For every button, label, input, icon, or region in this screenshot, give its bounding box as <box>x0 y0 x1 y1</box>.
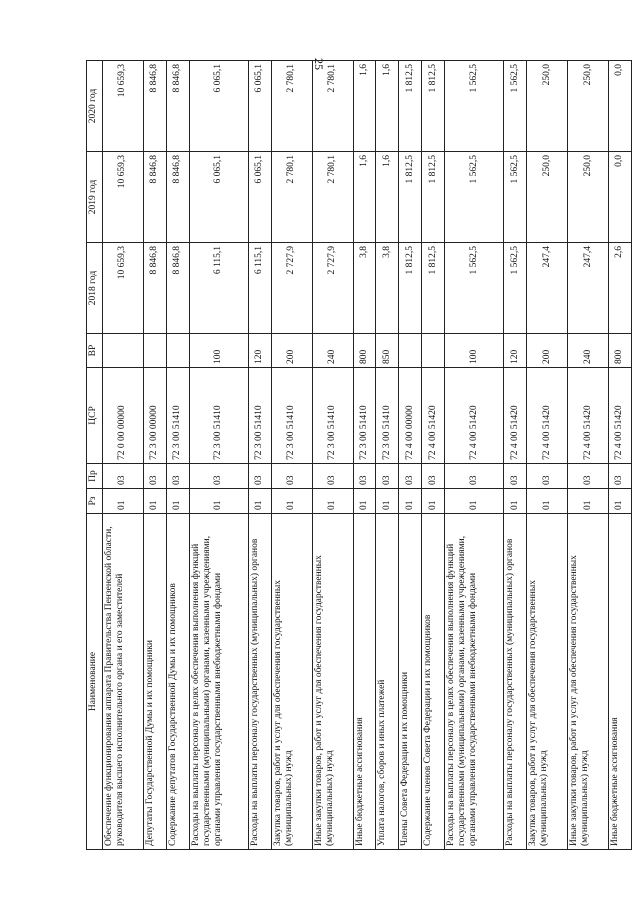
header-csr: ЦСР <box>87 368 103 464</box>
cell-y2019: 1,6 <box>353 152 376 243</box>
cell-y2018: 2,6 <box>608 243 631 334</box>
cell-pr: 03 <box>445 464 504 489</box>
table-row <box>422 61 445 850</box>
cell-vr <box>166 334 189 368</box>
cell-csr: 72 3 00 51410 <box>376 368 399 464</box>
cell-y2018: 3,8 <box>376 243 399 334</box>
cell-y2018: 8 846,8 <box>143 243 166 334</box>
cell-pr: 03 <box>166 464 189 489</box>
cell-y2019: 0,0 <box>608 152 631 243</box>
cell-y2019: 8 846,8 <box>166 152 189 243</box>
budget-table <box>86 60 632 850</box>
table-row <box>143 61 166 850</box>
cell-csr: 72 3 00 51410 <box>189 368 248 464</box>
cell-csr: 72 3 00 51410 <box>248 368 271 464</box>
cell-y2018: 3,8 <box>353 243 376 334</box>
cell-csr: 72 0 00 00000 <box>103 368 144 464</box>
header-rz: Рз <box>87 489 103 514</box>
cell-name: Иные бюджетные ассигнования <box>608 514 631 850</box>
cell-y2019: 8 846,8 <box>143 152 166 243</box>
cell-pr: 03 <box>248 464 271 489</box>
cell-vr: 200 <box>271 334 312 368</box>
cell-pr: 03 <box>103 464 144 489</box>
cell-pr: 03 <box>568 464 609 489</box>
table-row <box>189 61 248 850</box>
cell-name: Закупка товаров, работ и услуг для обеспечения государственных (муниципальных) нужд <box>271 514 312 850</box>
cell-y2020: 0,0 <box>608 61 631 152</box>
cell-rz: 01 <box>527 489 568 514</box>
cell-y2019: 6 065,1 <box>189 152 248 243</box>
cell-y2018: 1 562,5 <box>445 243 504 334</box>
cell-rz: 01 <box>608 489 631 514</box>
cell-name: Иные бюджетные ассигнования <box>353 514 376 850</box>
cell-vr: 800 <box>608 334 631 368</box>
cell-name: Расходы на выплаты персоналу в целях обеспечения выполнения функций государственными (муниципальными) органами, казенными учреждениями, органами управления государственными внебюджетными фондами <box>445 514 504 850</box>
cell-name: Члены Совета Федерации и их помощники <box>399 514 422 850</box>
cell-y2018: 1 812,5 <box>399 243 422 334</box>
table-row <box>312 61 353 850</box>
cell-name: Иные закупки товаров, работ и услуг для обеспечения государственных (муниципальных) нужд <box>312 514 353 850</box>
table-row <box>608 61 631 850</box>
cell-rz: 01 <box>271 489 312 514</box>
cell-y2018: 247,4 <box>568 243 609 334</box>
cell-y2020: 1 812,5 <box>422 61 445 152</box>
cell-pr: 03 <box>353 464 376 489</box>
cell-rz: 01 <box>353 489 376 514</box>
cell-csr: 72 3 00 51410 <box>166 368 189 464</box>
cell-y2020: 1 562,5 <box>445 61 504 152</box>
cell-pr: 03 <box>143 464 166 489</box>
cell-name: Уплата налогов, сборов и иных платежей <box>376 514 399 850</box>
cell-y2020: 2 780,1 <box>312 61 353 152</box>
cell-csr: 72 4 00 00000 <box>399 368 422 464</box>
header-vr: ВР <box>87 334 103 368</box>
cell-rz: 01 <box>312 489 353 514</box>
cell-name: Расходы на выплаты персоналу государственных (муниципальных) органов <box>248 514 271 850</box>
cell-y2019: 1 562,5 <box>504 152 527 243</box>
cell-vr <box>399 334 422 368</box>
cell-y2018: 1 562,5 <box>504 243 527 334</box>
cell-y2018: 6 115,1 <box>189 243 248 334</box>
cell-rz: 01 <box>189 489 248 514</box>
cell-name: Содержание депутатов Государственной Думы и их помощников <box>166 514 189 850</box>
cell-vr: 120 <box>504 334 527 368</box>
cell-y2020: 1,6 <box>376 61 399 152</box>
cell-vr: 100 <box>189 334 248 368</box>
cell-y2019: 250,0 <box>568 152 609 243</box>
cell-y2018: 2 727,9 <box>271 243 312 334</box>
table-header-row <box>87 61 103 850</box>
cell-y2020: 250,0 <box>568 61 609 152</box>
cell-vr: 240 <box>568 334 609 368</box>
cell-csr: 72 3 00 51410 <box>312 368 353 464</box>
cell-name: Обеспечение функционирования аппарата Правительства Пензенской области, руководителя высшего исполнительного органа и его заместителей <box>103 514 144 850</box>
cell-y2018: 247,4 <box>527 243 568 334</box>
rotated-budget-table-wrapper <box>86 61 632 850</box>
cell-y2018: 2 727,9 <box>312 243 353 334</box>
cell-rz: 01 <box>376 489 399 514</box>
cell-y2020: 1 562,5 <box>504 61 527 152</box>
cell-csr: 72 4 00 51420 <box>422 368 445 464</box>
cell-pr: 03 <box>608 464 631 489</box>
cell-csr: 72 4 00 51420 <box>608 368 631 464</box>
header-2020: 2020 год <box>87 61 103 152</box>
cell-rz: 01 <box>103 489 144 514</box>
cell-rz: 01 <box>504 489 527 514</box>
cell-y2020: 6 065,1 <box>189 61 248 152</box>
cell-csr: 72 3 00 00000 <box>143 368 166 464</box>
cell-vr: 100 <box>445 334 504 368</box>
cell-y2018: 8 846,8 <box>166 243 189 334</box>
cell-pr: 03 <box>376 464 399 489</box>
table-row <box>527 61 568 850</box>
cell-y2019: 1,6 <box>376 152 399 243</box>
cell-y2019: 250,0 <box>527 152 568 243</box>
table-row <box>166 61 189 850</box>
cell-y2019: 1 562,5 <box>445 152 504 243</box>
cell-csr: 72 4 00 51420 <box>504 368 527 464</box>
cell-y2019: 2 780,1 <box>312 152 353 243</box>
header-pr: Пр <box>87 464 103 489</box>
header-name: Наименование <box>87 514 103 850</box>
table-row <box>504 61 527 850</box>
cell-vr: 200 <box>527 334 568 368</box>
cell-name: Расходы на выплаты персоналу в целях обеспечения выполнения функций государственными (муниципальными) органами, казенными учреждениями, органами управления государственными внебюджетными фондами <box>189 514 248 850</box>
cell-y2019: 6 065,1 <box>248 152 271 243</box>
cell-rz: 01 <box>143 489 166 514</box>
cell-csr: 72 4 00 51420 <box>568 368 609 464</box>
cell-name: Расходы на выплаты персоналу государственных (муниципальных) органов <box>504 514 527 850</box>
table-row <box>399 61 422 850</box>
table-row <box>248 61 271 850</box>
cell-rz: 01 <box>399 489 422 514</box>
cell-vr <box>143 334 166 368</box>
cell-y2019: 1 812,5 <box>399 152 422 243</box>
table-row <box>376 61 399 850</box>
cell-vr <box>422 334 445 368</box>
cell-name: Депутаты Государственной Думы и их помощники <box>143 514 166 850</box>
cell-vr: 850 <box>376 334 399 368</box>
cell-csr: 72 4 00 51420 <box>445 368 504 464</box>
cell-y2018: 1 812,5 <box>422 243 445 334</box>
table-row <box>271 61 312 850</box>
cell-name: Содержание членов Совета Федерации и их помощников <box>422 514 445 850</box>
cell-pr: 03 <box>271 464 312 489</box>
cell-rz: 01 <box>248 489 271 514</box>
cell-pr: 03 <box>312 464 353 489</box>
cell-y2019: 1 812,5 <box>422 152 445 243</box>
cell-csr: 72 3 00 51410 <box>353 368 376 464</box>
cell-y2019: 2 780,1 <box>271 152 312 243</box>
cell-pr: 03 <box>422 464 445 489</box>
table-row <box>353 61 376 850</box>
table-row <box>445 61 504 850</box>
cell-rz: 01 <box>166 489 189 514</box>
cell-csr: 72 4 00 51420 <box>527 368 568 464</box>
table-row <box>103 61 144 850</box>
cell-name: Закупка товаров, работ и услуг для обеспечения государственных (муниципальных) нужд <box>527 514 568 850</box>
cell-name: Иные закупки товаров, работ и услуг для обеспечения государственных (муниципальных) нужд <box>568 514 609 850</box>
cell-vr: 800 <box>353 334 376 368</box>
cell-pr: 03 <box>399 464 422 489</box>
page-number: 25 <box>312 58 326 70</box>
cell-vr <box>103 334 144 368</box>
cell-vr: 120 <box>248 334 271 368</box>
cell-pr: 03 <box>189 464 248 489</box>
cell-y2020: 1 812,5 <box>399 61 422 152</box>
cell-pr: 03 <box>527 464 568 489</box>
cell-vr: 240 <box>312 334 353 368</box>
cell-y2020: 1,6 <box>353 61 376 152</box>
cell-rz: 01 <box>568 489 609 514</box>
cell-y2018: 6 115,1 <box>248 243 271 334</box>
cell-y2020: 8 846,8 <box>143 61 166 152</box>
cell-y2020: 8 846,8 <box>166 61 189 152</box>
cell-pr: 03 <box>504 464 527 489</box>
table-row <box>568 61 609 850</box>
cell-rz: 01 <box>445 489 504 514</box>
cell-y2020: 250,0 <box>527 61 568 152</box>
cell-y2020: 10 659,3 <box>103 61 144 152</box>
cell-y2018: 10 659,3 <box>103 243 144 334</box>
cell-y2020: 2 780,1 <box>271 61 312 152</box>
cell-rz: 01 <box>422 489 445 514</box>
cell-csr: 72 3 00 51410 <box>271 368 312 464</box>
cell-y2020: 6 065,1 <box>248 61 271 152</box>
table-body <box>103 61 632 850</box>
header-2019: 2019 год <box>87 152 103 243</box>
header-2018: 2018 год <box>87 243 103 334</box>
cell-y2019: 10 659,3 <box>103 152 144 243</box>
